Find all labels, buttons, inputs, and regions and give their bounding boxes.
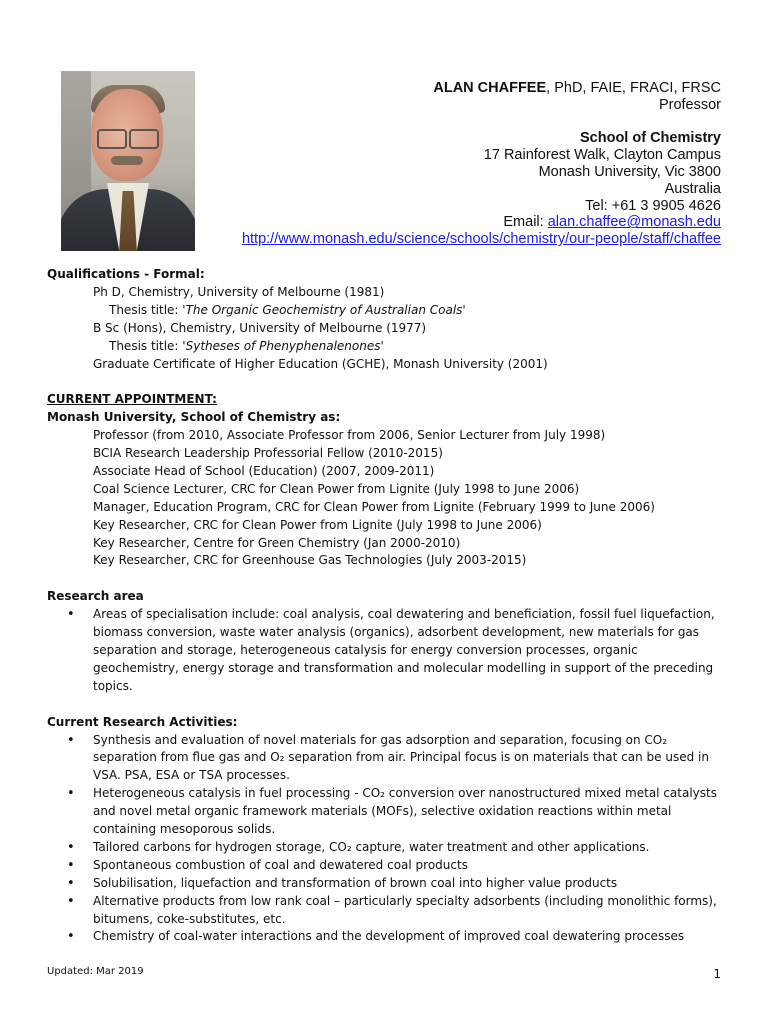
- appointment-list: [47, 427, 727, 570]
- bsc-thesis-label: Thesis title: ': [109, 338, 186, 353]
- appointment-subheading: Monash University, School of Chemistry as:: [47, 410, 341, 425]
- person-name: ALAN CHAFFEE: [433, 80, 547, 96]
- telephone: Tel: +61 3 9905 4626: [585, 197, 721, 214]
- bsc-thesis-end: ': [380, 338, 384, 353]
- appointment-item: Professor (from 2010, Associate Professor from 2006, Senior Lecturer from July 1998): [93, 428, 606, 443]
- profile-url-link[interactable]: http://www.monash.edu/science/schools/chemistry/our-people/staff/chaffee: [241, 231, 721, 248]
- email-label: Email:: [503, 214, 548, 231]
- url-line: [242, 231, 721, 248]
- page-number: 1: [713, 967, 721, 981]
- school-name: School of Chemistry: [580, 130, 721, 147]
- position-title: Professor: [658, 96, 721, 113]
- appointment-item: BCIA Research Leadership Professorial Fellow (2010-2015): [93, 446, 443, 461]
- email-line: [242, 214, 721, 231]
- bsc-thesis: [47, 338, 727, 356]
- credentials: , PhD, FAIE, FRACI, FRSC: [546, 80, 721, 96]
- bsc-thesis-title: Sytheses of Phenyphenalenones: [185, 338, 381, 353]
- appointment-item: Key Researcher, CRC for Clean Power from Lignite (July 1998 to June 2006): [93, 517, 542, 532]
- list-item: • Spontaneous combustion of coal and dewatered coal products: [47, 857, 727, 875]
- list-item: • Chemistry of coal-water interactions and the development of improved coal dewatering processes: [47, 928, 727, 946]
- name-line: [242, 80, 721, 97]
- qualifications-heading: Qualifications - Formal:: [47, 267, 205, 281]
- profile-photo: [61, 71, 195, 251]
- activities-heading: Current Research Activities:: [47, 714, 238, 729]
- list-item: • Areas of specialisation include: coal analysis, coal dewatering and beneficiation, fossil fuel liquefaction, biomass conversion, waste water analysis (organics), adsorbent development, new materials for gas separation and storage, heterogeneous catalysis for energy conversion processes, organic geochemistry, energy storage and transformation and molecular modelling in support of the preceding topics.: [47, 606, 727, 696]
- list-item: • Synthesis and evaluation of novel materials for gas adsorption and separation, focusing on CO₂ separation from flue gas and O₂ separation from air. Principal focus is on materials that can be used in VSA. PSA, ESA or TSA processes.: [47, 732, 727, 786]
- appointment-item: Coal Science Lecturer, CRC for Clean Power from Lignite (July 1998 to June 2006): [93, 481, 580, 496]
- list-item: • Heterogeneous catalysis in fuel processing - CO₂ conversion over nanostructured mixed metal catalysts and novel metal organic framework materials (MOFs), selective oxidation reactions within metal containing mesoporous solids.: [47, 785, 727, 839]
- email-link[interactable]: alan.chaffee@monash.edu: [547, 214, 721, 231]
- contact-header: [242, 80, 721, 248]
- phd-thesis-title: 'The Organic Geochemistry of Australian Coals': [182, 302, 466, 317]
- country: Australia: [664, 180, 721, 197]
- appointment-item: Key Researcher, Centre for Green Chemistry (Jan 2000-2010): [93, 535, 461, 550]
- list-item: • Tailored carbons for hydrogen storage, CO₂ capture, water treatment and other applications.: [47, 839, 727, 857]
- qualification-phd: Ph D, Chemistry, University of Melbourne (1981): [93, 284, 385, 299]
- appointment-item: Key Researcher, CRC for Greenhouse Gas Technologies (July 2003-2015): [93, 553, 527, 568]
- appointment-item: Manager, Education Program, CRC for Clean Power from Lignite (February 1999 to June 2006): [93, 499, 655, 514]
- appointment-heading: CURRENT APPOINTMENT:: [47, 392, 217, 407]
- list-item: • Solubilisation, liquefaction and transformation of brown coal into higher value products: [47, 875, 727, 893]
- phd-thesis-label: Thesis title:: [109, 302, 183, 317]
- updated-date: Updated: Mar 2019: [47, 966, 144, 977]
- research-area-list: [47, 606, 727, 696]
- address-line-2: Monash University, Vic 3800: [538, 163, 721, 180]
- address-line-1: 17 Rainforest Walk, Clayton Campus: [483, 147, 721, 164]
- qualification-gche: Graduate Certificate of Higher Education (GCHE), Monash University (2001): [93, 356, 548, 371]
- activities-list: [47, 732, 727, 947]
- qualification-bsc: B Sc (Hons), Chemistry, University of Melbourne (1977): [93, 320, 427, 335]
- cv-body: [47, 266, 727, 946]
- research-area-heading: Research area: [47, 589, 144, 604]
- phd-thesis: [47, 302, 727, 320]
- list-item: • Alternative products from low rank coal – particularly specialty adsorbents (including monolithic forms), bitumens, coke-substitutes, etc.: [47, 893, 727, 929]
- appointment-item: Associate Head of School (Education) (2007, 2009-2011): [93, 463, 435, 478]
